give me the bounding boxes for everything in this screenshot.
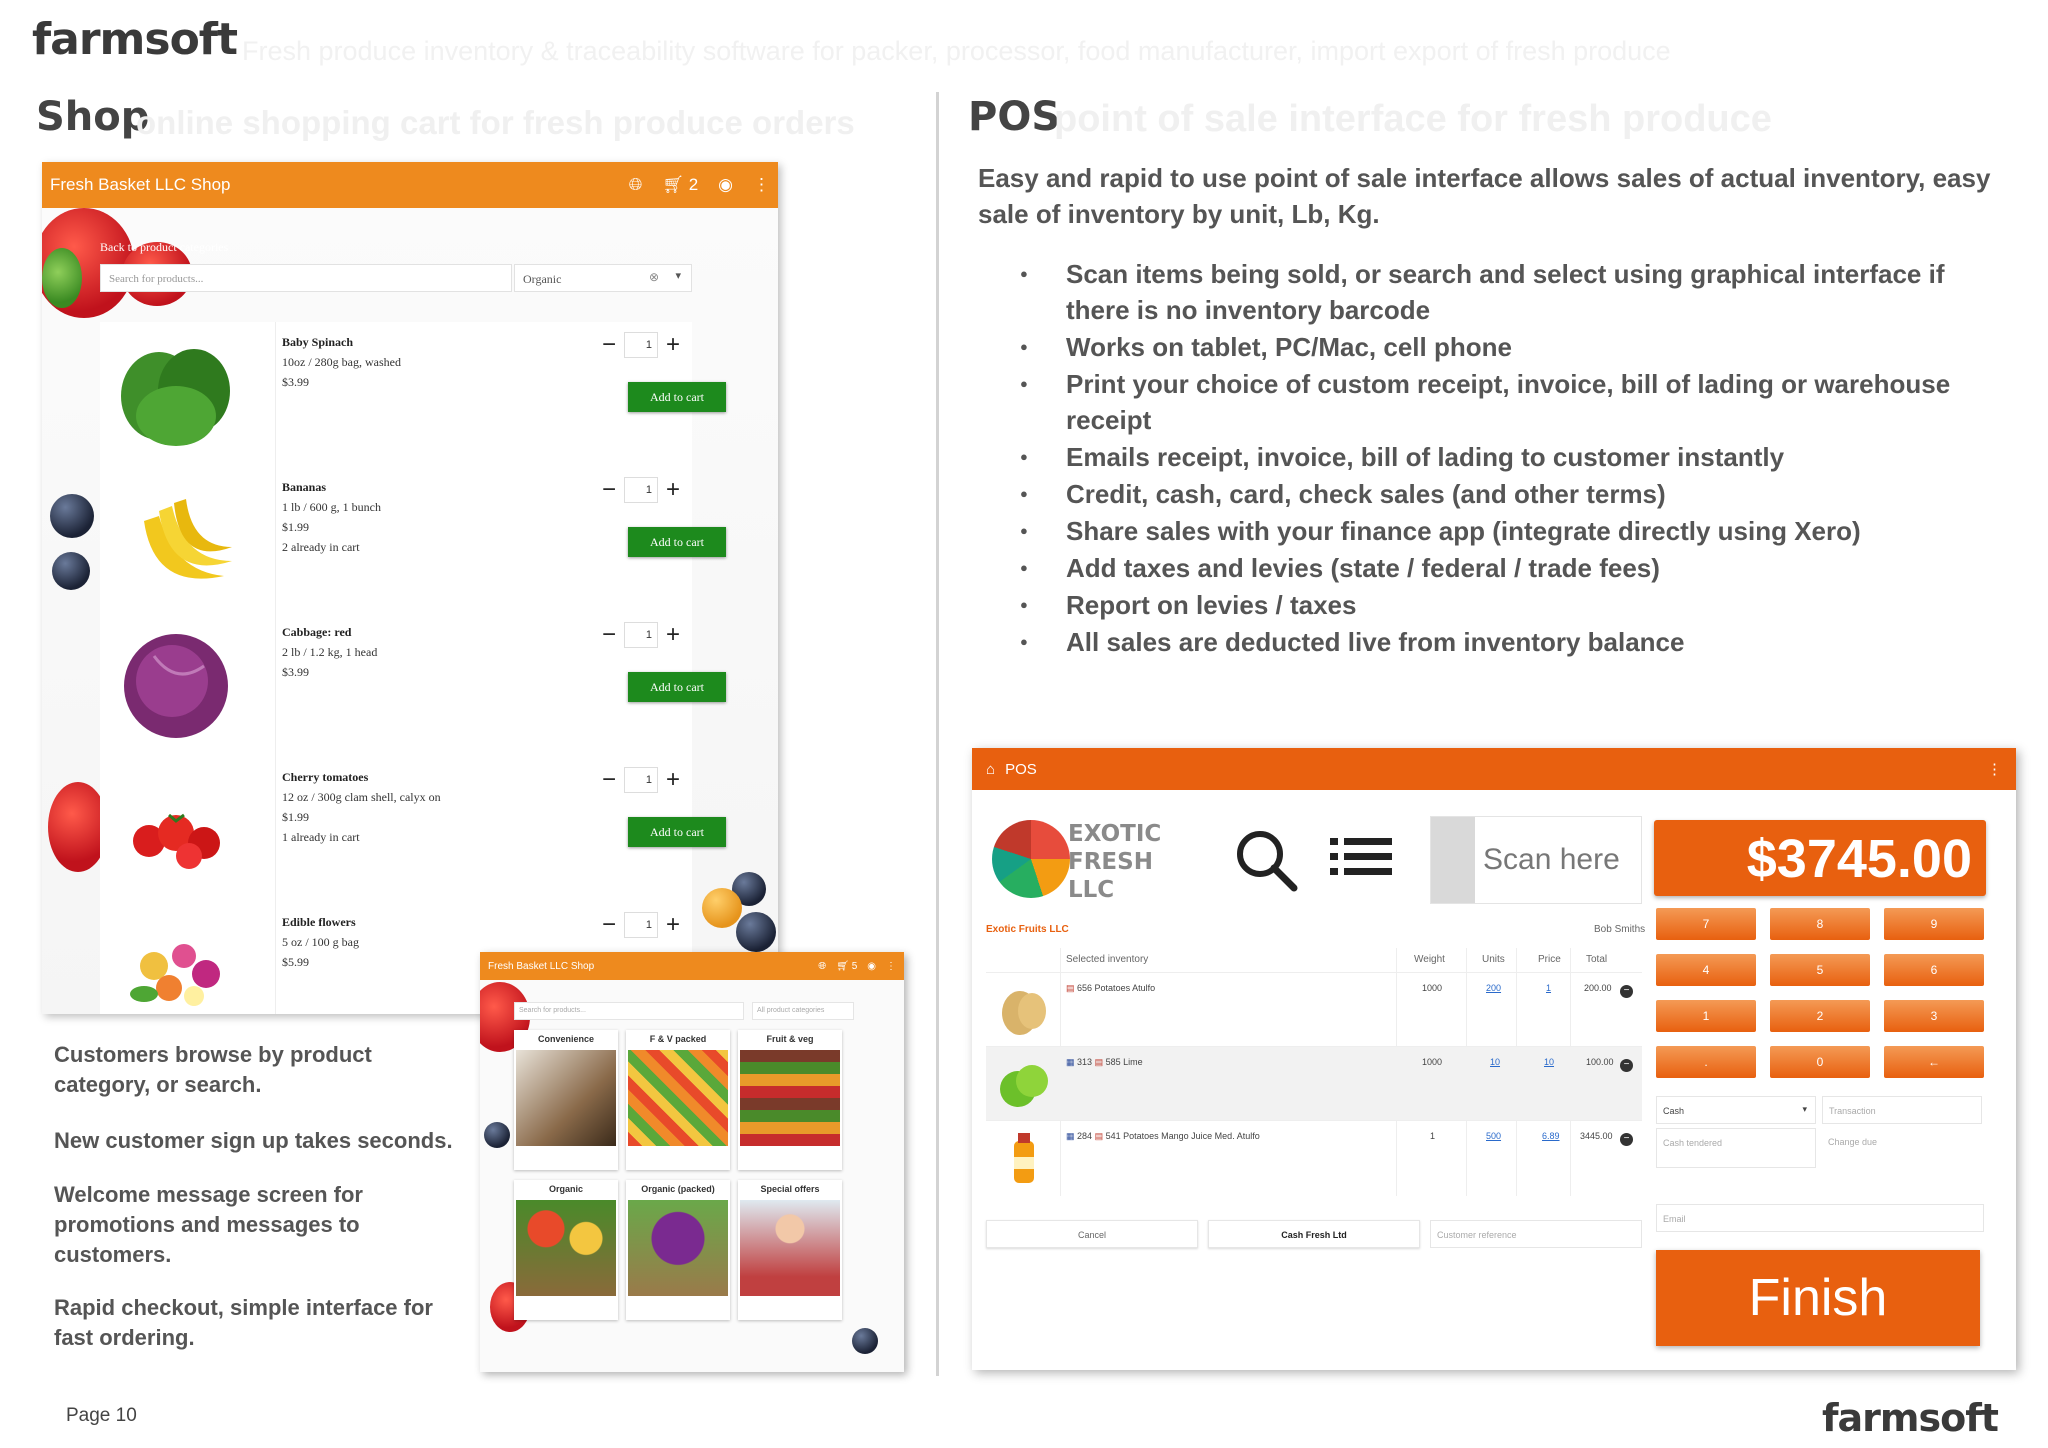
product-price: $5.99	[282, 955, 309, 969]
key-5[interactable]: 5	[1770, 954, 1870, 986]
receipt-icon: ▤	[1094, 1057, 1104, 1067]
inventory-item	[1066, 1057, 1143, 1068]
shop-appbar	[42, 162, 778, 208]
category-label: Special offers	[760, 1184, 820, 1194]
decrement-button[interactable]: −	[601, 766, 616, 793]
globe-icon[interactable]: 🌐︎	[628, 175, 643, 194]
finish-button[interactable]: Finish	[1656, 1250, 1980, 1346]
tomato-image	[114, 771, 238, 889]
cart-icon[interactable]: 🛒︎ 5	[836, 960, 858, 972]
add-to-cart-button[interactable]: Add to cart	[628, 527, 726, 557]
product-desc: 1 lb / 600 g, 1 bunch	[282, 500, 381, 514]
pos-intro: Easy and rapid to use point of sale interface allows sales of actual inventory, easy sale of inventory by unit, Lb, Kg.	[978, 163, 1991, 229]
product-desc: 2 lb / 1.2 kg, 1 head	[282, 645, 378, 659]
brand-text: farmsoft	[32, 14, 237, 65]
product-price: $3.99	[282, 665, 309, 679]
chevron-down-icon[interactable]: ▾	[675, 270, 681, 282]
cart-count: 5	[851, 960, 858, 972]
product-name: Cherry tomatoes	[282, 770, 369, 784]
feature-item: ● Emails receipt, invoice, bill of lading to customer instantly	[1020, 439, 2010, 475]
mini-shop-title: Fresh Basket LLC Shop	[488, 960, 595, 972]
page-number: Page 10	[66, 1405, 137, 1426]
vertical-divider	[936, 92, 939, 1376]
exotic-fresh-logo-text	[1068, 820, 1161, 904]
product-desc: 10oz / 280g bag, washed	[282, 355, 401, 369]
add-to-cart-button[interactable]: Add to cart	[628, 382, 726, 412]
total-display: $3745.00	[1654, 820, 1986, 896]
remove-item-icon[interactable]: −	[1620, 985, 1633, 998]
quantity-input[interactable]: 1	[624, 767, 658, 793]
payment-method-value: Cash	[1663, 1106, 1685, 1116]
product-price: $1.99	[282, 810, 309, 824]
shop-paragraph: Customers browse by product category, or search.	[54, 1042, 372, 1097]
organic-packed-image	[628, 1200, 728, 1296]
category-label: Fruit & veg	[766, 1034, 814, 1044]
feature-item: ● Works on tablet, PC/Mac, cell phone	[1020, 329, 2010, 365]
feature-item: ● Scan items being sold, or search and select using graphical interface if there is no inventory barcode	[1020, 256, 2010, 328]
total-cell: 200.00	[1584, 983, 1612, 993]
inventory-table	[986, 948, 1642, 1196]
table-row[interactable]	[986, 972, 1642, 1046]
category-card[interactable]	[626, 1180, 730, 1320]
scan-input[interactable]	[1430, 816, 1642, 904]
category-label: Organic (packed)	[641, 1184, 715, 1194]
product-cart-note: 1 already in cart	[282, 830, 360, 844]
quantity-stepper	[600, 332, 682, 358]
spinach-image	[114, 336, 238, 454]
row-separator	[275, 902, 276, 1014]
row-separator	[275, 757, 276, 902]
shop-title: Shop	[36, 94, 150, 140]
increment-button[interactable]: +	[665, 911, 680, 938]
more-menu-icon[interactable]: ⋮	[886, 960, 896, 972]
banana-image	[114, 481, 238, 599]
category-filter-select[interactable]	[514, 264, 692, 292]
item-code: 313	[1077, 1057, 1093, 1067]
price-cell[interactable]: 6.89	[1542, 1131, 1560, 1141]
key-0[interactable]: 0	[1770, 1046, 1870, 1078]
feature-item: ● Report on levies / taxes	[1020, 587, 2010, 623]
key-1[interactable]: 1	[1656, 1000, 1756, 1032]
pos-appbar	[972, 748, 2016, 790]
mini-shop-appbar	[480, 952, 904, 980]
cash-tendered-input[interactable]: Cash tendered	[1656, 1128, 1816, 1168]
increment-button[interactable]: +	[665, 476, 680, 503]
units-cell[interactable]: 500	[1486, 1131, 1502, 1141]
total-cell: 3445.00	[1580, 1131, 1613, 1141]
quantity-input[interactable]: 1	[624, 912, 658, 938]
inventory-item	[1066, 1131, 1260, 1142]
category-card[interactable]	[514, 1030, 618, 1170]
product-desc: 12 oz / 300g clam shell, calyx on	[282, 790, 441, 804]
product-row	[100, 612, 704, 757]
shop-paragraph: New customer sign up takes seconds.	[54, 1128, 453, 1153]
shop-app-title: Fresh Basket LLC Shop	[50, 175, 231, 194]
quantity-input[interactable]: 1	[624, 477, 658, 503]
exotic-fresh-logo	[992, 820, 1070, 898]
weight-cell: 1000	[1422, 983, 1443, 993]
organic-image	[516, 1200, 616, 1296]
column-header: Units	[1482, 954, 1505, 965]
product-info	[282, 332, 401, 392]
customer-button[interactable]: Cash Fresh Ltd	[1208, 1220, 1420, 1248]
blueberry-decoration	[852, 1328, 878, 1354]
key-7[interactable]: 7	[1656, 908, 1756, 940]
key-decimal[interactable]: .	[1656, 1046, 1756, 1078]
product-row	[100, 322, 704, 467]
feature-item: ● Print your choice of custom receipt, invoice, bill of lading or warehouse receipt	[1020, 366, 2010, 438]
quantity-stepper	[600, 767, 682, 793]
blueberry-decoration	[484, 1122, 510, 1148]
item-name: 585 Lime	[1105, 1057, 1143, 1067]
leaf-decoration	[42, 248, 82, 308]
barcode-icon: ▦	[1066, 1057, 1075, 1067]
account-icon[interactable]: ◉	[718, 175, 733, 194]
row-separator	[275, 467, 276, 612]
decrement-button[interactable]: −	[601, 476, 616, 503]
weight-cell: 1	[1430, 1131, 1436, 1141]
feature-item: ● Add taxes and levies (state / federal / trade fees)	[1020, 550, 2010, 586]
row-separator	[275, 322, 276, 467]
table-row[interactable]	[986, 1120, 1642, 1194]
decrement-button[interactable]: −	[601, 621, 616, 648]
shop-paragraph: Rapid checkout, simple interface for fast ordering.	[54, 1295, 433, 1350]
barcode-icon: ▦	[1066, 1131, 1075, 1141]
product-name: Bananas	[282, 480, 327, 494]
product-row	[100, 757, 704, 902]
mini-shop-window	[480, 952, 904, 1372]
product-row	[100, 467, 704, 612]
column-header: Weight	[1414, 954, 1445, 965]
row-separator	[275, 612, 276, 757]
quantity-stepper	[600, 622, 682, 648]
scan-placeholder: Scan here	[1483, 843, 1620, 876]
category-card[interactable]	[514, 1180, 618, 1320]
mini-category-select[interactable]: All product categories	[752, 1002, 854, 1020]
org-name: Exotic Fruits LLC	[986, 924, 1069, 935]
transaction-input[interactable]: Transaction	[1822, 1096, 1982, 1124]
cancel-button[interactable]: Cancel	[986, 1220, 1198, 1248]
product-price: $3.99	[282, 375, 309, 389]
product-cart-note: 2 already in cart	[282, 540, 360, 554]
footer-brand-text: farmsoft	[1822, 1396, 1998, 1440]
shop-window	[42, 162, 778, 1014]
category-card[interactable]	[626, 1030, 730, 1170]
table-row[interactable]	[986, 1046, 1642, 1120]
product-name: Cabbage: red	[282, 625, 352, 639]
payment-method-select[interactable]	[1656, 1096, 1816, 1124]
shop-subtitle: online shopping cart for fresh produce orders	[136, 104, 855, 141]
key-2[interactable]: 2	[1770, 1000, 1870, 1032]
pos-title: POS	[968, 94, 1061, 140]
feature-item: ● All sales are deducted live from inventory balance	[1020, 624, 2010, 660]
customer-reference-input[interactable]: Customer reference	[1430, 1220, 1642, 1248]
mini-search-input[interactable]: Search for products...	[514, 1002, 744, 1020]
category-label: F & V packed	[649, 1034, 707, 1044]
pos-feature-list	[1020, 256, 2010, 661]
cart-count: 2	[688, 175, 699, 194]
filter-value: Organic	[523, 272, 562, 286]
chevron-down-icon: ▾	[1802, 1104, 1807, 1114]
pos-subtitle: point of sale interface for fresh produce	[1054, 98, 1772, 140]
scan-input-side	[1431, 817, 1475, 903]
quantity-stepper	[600, 912, 682, 938]
quantity-input[interactable]: 1	[624, 622, 658, 648]
key-4[interactable]: 4	[1656, 954, 1756, 986]
change-due-field: Change due	[1822, 1128, 1982, 1156]
flowers-image	[114, 916, 238, 1014]
column-header: Price	[1538, 954, 1561, 965]
logo-line: FRESH	[1068, 849, 1153, 875]
inventory-item	[1066, 983, 1155, 994]
logo-line: LLC	[1068, 877, 1115, 903]
product-price: $1.99	[282, 520, 309, 534]
product-search-input[interactable]: Search for products...	[100, 264, 512, 292]
item-code: 284	[1077, 1131, 1093, 1141]
column-header: Total	[1586, 954, 1608, 965]
more-menu-icon[interactable]: ⋮	[1987, 761, 2002, 778]
increment-button[interactable]: +	[665, 331, 680, 358]
account-icon[interactable]: ◉	[867, 960, 876, 972]
convenience-image	[516, 1050, 616, 1146]
category-label: Convenience	[537, 1034, 595, 1044]
product-info	[282, 912, 359, 972]
product-name: Edible flowers	[282, 915, 356, 929]
strawberry-decoration	[48, 782, 108, 872]
price-cell[interactable]: 10	[1544, 1057, 1555, 1067]
total-cell: 100.00	[1586, 1057, 1614, 1067]
increment-button[interactable]: +	[665, 621, 680, 648]
cart-icon[interactable]: 🛒︎ 2	[662, 175, 699, 194]
blueberry-decoration	[50, 494, 94, 538]
receipt-icon: ▤	[1094, 1131, 1104, 1141]
column-header: Selected inventory	[1066, 954, 1149, 965]
blueberry-decoration	[52, 552, 90, 590]
more-menu-icon[interactable]: ⋮	[753, 175, 770, 194]
product-list	[100, 322, 704, 1014]
packed-produce-image	[628, 1050, 728, 1146]
cabbage-image	[114, 626, 238, 744]
blueberry-decoration	[736, 912, 776, 952]
product-name: Baby Spinach	[282, 335, 354, 349]
back-to-categories-link[interactable]: Back to product categories	[100, 240, 229, 254]
category-card[interactable]	[738, 1180, 842, 1320]
user-name: Bob Smiths	[1594, 924, 1646, 935]
product-info	[282, 767, 441, 847]
feature-item: ● Credit, cash, card, check sales (and other terms)	[1020, 476, 2010, 512]
remove-item-icon[interactable]: −	[1620, 1059, 1633, 1072]
product-info	[282, 622, 377, 682]
shop-paragraph: Welcome message screen for promotions and messages to customers.	[54, 1182, 363, 1267]
units-cell[interactable]: 200	[1486, 983, 1502, 993]
logo-line: EXOTIC	[1068, 821, 1162, 847]
add-to-cart-button[interactable]: Add to cart	[628, 817, 726, 847]
item-name: 656 Potatoes Atulfo	[1077, 983, 1156, 993]
brand-logo	[32, 14, 237, 65]
product-info	[282, 477, 381, 557]
list-icon[interactable]	[1330, 838, 1392, 883]
lime-image	[996, 1057, 1052, 1113]
quantity-input[interactable]: 1	[624, 332, 658, 358]
decrement-button[interactable]: −	[601, 911, 616, 938]
receipt-icon: ▤	[1066, 983, 1075, 993]
decrement-button[interactable]: −	[601, 331, 616, 358]
weight-cell: 1000	[1422, 1057, 1443, 1067]
home-icon[interactable]: ⌂	[986, 760, 996, 778]
globe-icon[interactable]: 🌐︎	[818, 960, 827, 972]
email-input[interactable]: Email	[1656, 1204, 1984, 1232]
item-name: 541 Potatoes Mango Juice Med. Atulfo	[1105, 1131, 1260, 1141]
feature-item: ● Share sales with your finance app (integrate directly using Xero)	[1020, 513, 2010, 549]
key-6[interactable]: 6	[1884, 954, 1984, 986]
pos-window	[972, 748, 2016, 1370]
footer-brand-logo	[1822, 1396, 1998, 1440]
fruit-veg-image	[740, 1050, 840, 1146]
units-cell[interactable]: 10	[1490, 1057, 1501, 1067]
clear-filter-icon[interactable]: ⊗	[648, 270, 659, 284]
fruit-decoration	[702, 888, 742, 928]
remove-item-icon[interactable]: −	[1620, 1133, 1633, 1146]
search-icon[interactable]	[1234, 828, 1298, 902]
pos-app-title: POS	[1005, 760, 1037, 778]
key-3[interactable]: 3	[1884, 1000, 1984, 1032]
product-desc: 5 oz / 100 g bag	[282, 935, 359, 949]
price-cell[interactable]: 1	[1546, 983, 1552, 993]
category-card[interactable]	[738, 1030, 842, 1170]
key-backspace[interactable]: ←	[1884, 1046, 1984, 1078]
add-to-cart-button[interactable]: Add to cart	[628, 672, 726, 702]
header-tagline: Fresh produce inventory & traceability software for packer, processor, food manufacturer, import export of fresh produce	[242, 36, 1671, 66]
key-9[interactable]: 9	[1884, 908, 1984, 940]
category-label: Organic	[548, 1184, 583, 1194]
key-8[interactable]: 8	[1770, 908, 1870, 940]
special-offers-image	[740, 1200, 840, 1296]
juice-image	[996, 1131, 1052, 1187]
increment-button[interactable]: +	[665, 766, 680, 793]
quantity-stepper	[600, 477, 682, 503]
potato-image	[996, 983, 1052, 1039]
